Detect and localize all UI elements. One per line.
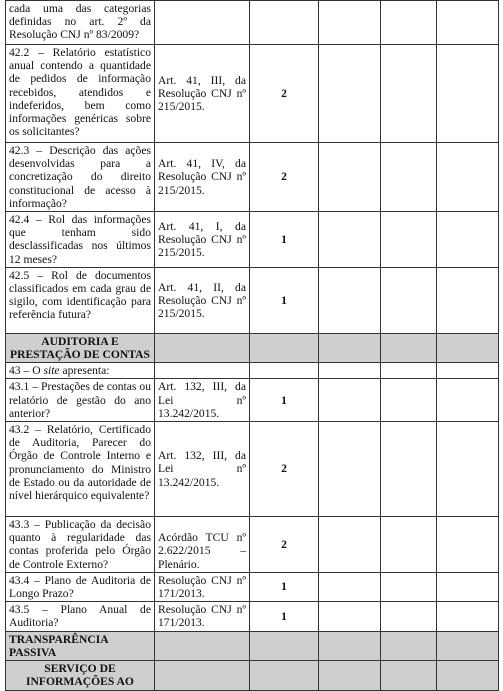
criterion-cell: 43.5 – Plano Anual de Auditoria? xyxy=(6,602,155,631)
table-row xyxy=(6,572,499,601)
score-cell: 1 xyxy=(250,267,319,333)
criterion-cell: 43.4 – Plano de Auditoria de Longo Prazo? xyxy=(6,572,155,601)
score-cell: 1 xyxy=(250,602,319,631)
transparency-checklist-table xyxy=(5,0,499,691)
section-title-servico: SERVIÇO DE INFORMAÇÕES AO xyxy=(6,661,155,691)
criterion-cell: 43.3 – Publicação da decisão quanto à regularidade das contas proferida pelo Órgão de Controle Externo? xyxy=(6,517,155,573)
score-cell: 1 xyxy=(250,212,319,268)
legal-basis-cell: Art. 41, I, da Resolução CNJ nº 215/2015. xyxy=(155,212,250,268)
legal-basis-cell: Resolução CNJ nº 171/2013. xyxy=(155,572,250,601)
table-row xyxy=(6,1,499,45)
score-cell: 2 xyxy=(250,143,319,212)
criterion-cell: 43.2 – Relatório, Certificado de Auditoria, Parecer do Órgão de Controle Interno e pronunciamento do Ministro de Estado ou da autoridade de nível hierárquico equivalente? xyxy=(6,422,155,517)
section-header-row xyxy=(6,661,499,691)
section-header-row xyxy=(6,631,499,660)
criterion-cell: 42.5 – Rol de documentos classificados em cada grau de sigilo, com identificação para referência futura? xyxy=(6,267,155,333)
legal-basis-cell: Art. 132, III, da Lei nº 13.242/2015. xyxy=(155,422,250,517)
criterion-cell: 42.4 – Rol das informações que tenham sido desclassificadas nos últimos 12 meses? xyxy=(6,212,155,268)
table-row xyxy=(6,212,499,268)
score-cell: 1 xyxy=(250,572,319,601)
section-title-auditoria: AUDITORIA E PRESTAÇÃO DE CONTAS xyxy=(6,333,155,362)
criterion-cell: 43.1 – Prestações de contas ou relatório de gestão do ano anterior? xyxy=(6,379,155,422)
legal-basis-cell: Acórdão TCU nº 2.622/2015 – Plenário. xyxy=(155,517,250,573)
legal-basis-cell: Resolução CNJ nº 171/2013. xyxy=(155,602,250,631)
score-cell: 2 xyxy=(250,45,319,143)
legal-basis-cell: Art. 41, II, da Resolução CNJ nº 215/2015. xyxy=(155,267,250,333)
table-row xyxy=(6,45,499,143)
legal-basis-cell xyxy=(155,1,250,45)
section-title-transparencia: TRANSPARÊNCIA PASSIVA xyxy=(6,631,155,660)
checklist-page xyxy=(5,0,498,691)
table-row xyxy=(6,422,499,517)
score-cell: 2 xyxy=(250,517,319,573)
criterion-cell: 42.3 – Descrição das ações desenvolvidas para a concretização do direito constitucional de acesso à informação? xyxy=(6,143,155,212)
criterion-cell: 43 – O site apresenta: xyxy=(6,363,155,379)
score-cell xyxy=(250,1,319,45)
section-header-row xyxy=(6,333,499,362)
criterion-cell: cada uma das categorias definidas no art. 2º da Resolução CNJ nº 83/2009? xyxy=(6,1,155,45)
table-row xyxy=(6,363,499,379)
score-cell: 2 xyxy=(250,422,319,517)
table-row xyxy=(6,517,499,573)
table-row xyxy=(6,143,499,212)
table-row xyxy=(6,602,499,631)
table-row xyxy=(6,379,499,422)
legal-basis-cell: Art. 41, III, da Resolução CNJ nº 215/2015. xyxy=(155,45,250,143)
legal-basis-cell: Art. 41, IV, da Resolução CNJ nº 215/2015. xyxy=(155,143,250,212)
table-row xyxy=(6,267,499,333)
legal-basis-cell: Art. 132, III, da Lei nº 13.242/2015. xyxy=(155,379,250,422)
criterion-cell: 42.2 – Relatório estatístico anual contendo a quantidade de pedidos de informação recebidos, atendidos e indeferidos, bem como informações genéricas sobre os solicitantes? xyxy=(6,45,155,143)
score-cell: 1 xyxy=(250,379,319,422)
